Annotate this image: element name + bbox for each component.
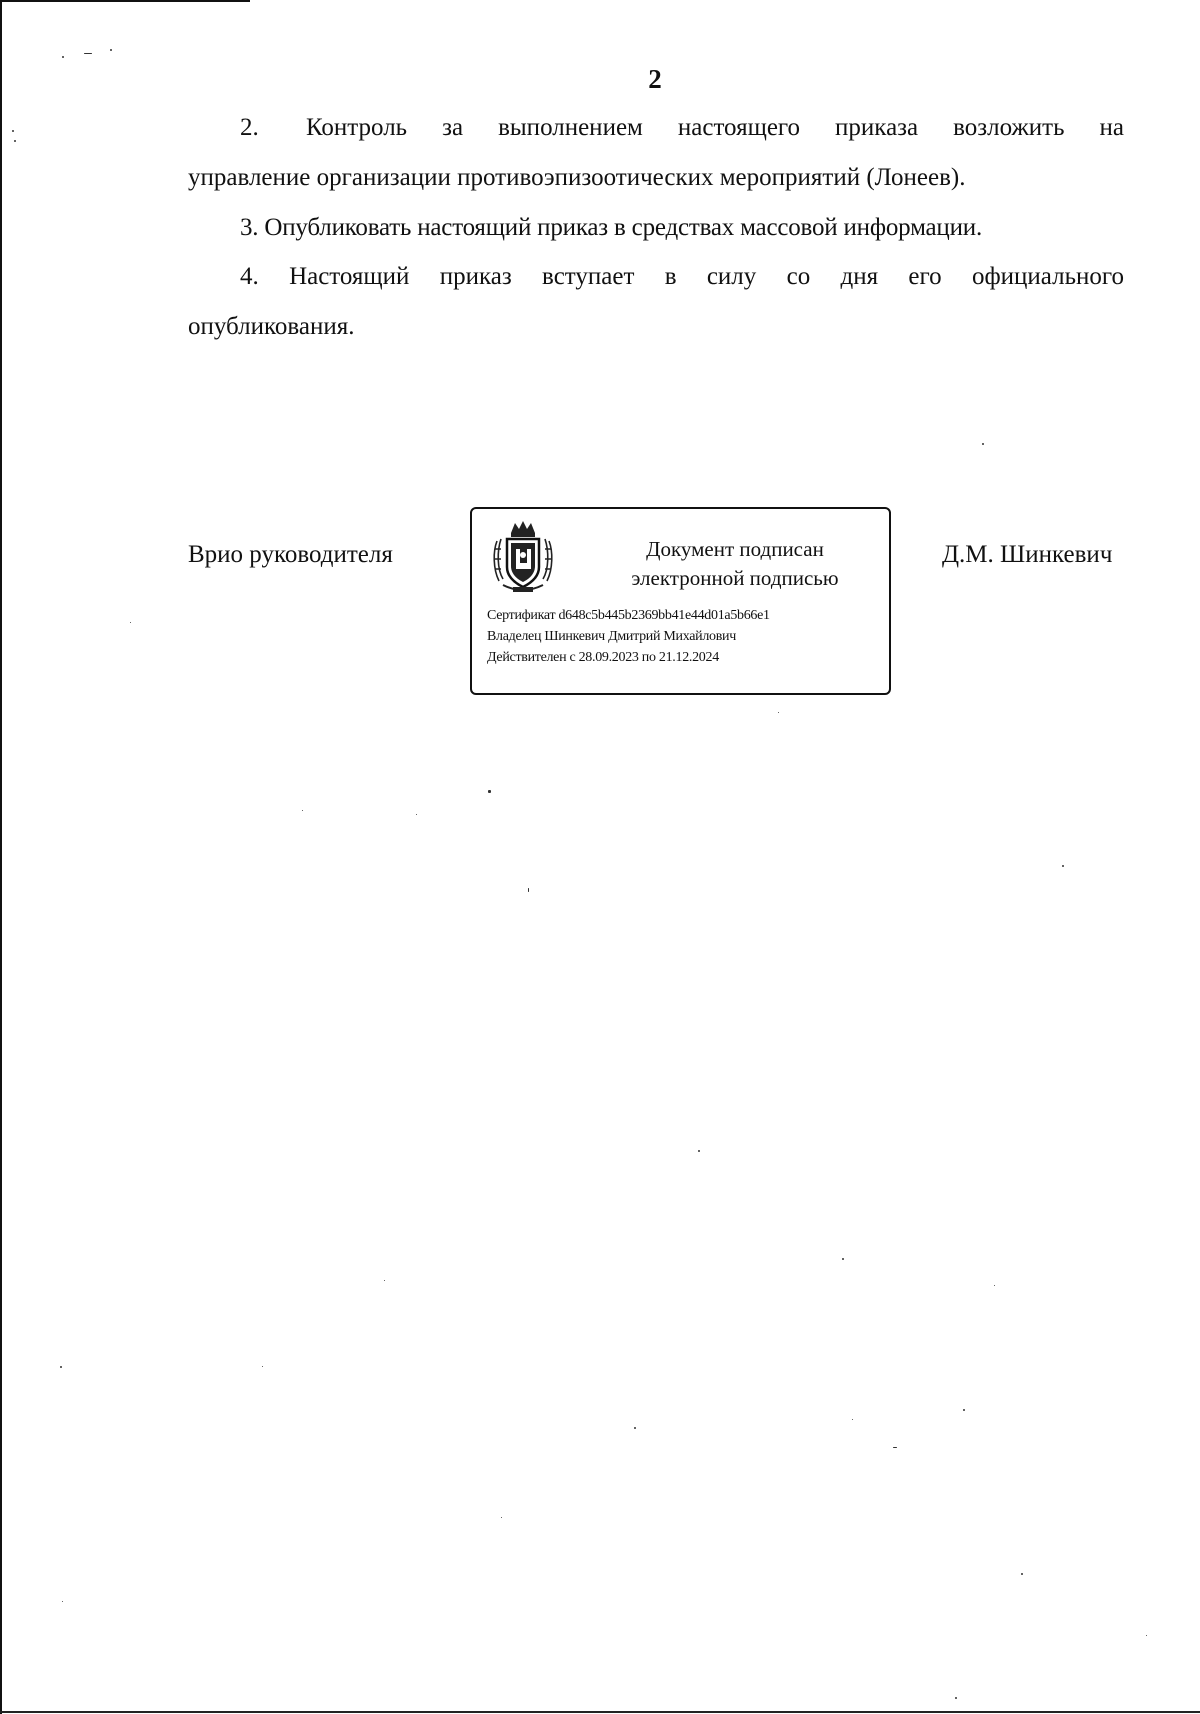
scan-speck: [634, 1427, 636, 1429]
scan-speck: [416, 814, 417, 815]
stamp-certificate: Сертификат d648c5b445b2369bb41e44d01a5b66e1: [487, 608, 770, 623]
scan-speck: [982, 443, 984, 445]
stamp-owner: Владелец Шинкевич Дмитрий Михайлович: [487, 629, 736, 644]
scan-speck: [62, 56, 64, 58]
signer-name: Д.М. Шинкевич: [942, 541, 1113, 568]
scan-speck: [1021, 1573, 1023, 1575]
stamp-validity: Действителен с 28.09.2023 по 21.12.2024: [487, 650, 719, 665]
scan-edge-top: [0, 0, 250, 2]
scan-speck: [501, 1517, 502, 1518]
scan-speck: [955, 1697, 957, 1699]
coat-of-arms-icon: [489, 519, 557, 595]
scan-speck: [60, 1366, 62, 1368]
scan-speck: [110, 49, 112, 51]
stamp-heading: [590, 535, 880, 593]
paragraph-2-number: 2.: [240, 114, 259, 141]
paragraph-4-line-1: 4. Настоящий приказ вступает в силу со дня его официального: [240, 263, 1124, 290]
scan-speck: [384, 1280, 385, 1281]
stamp-details: [487, 605, 887, 668]
scan-speck: [488, 790, 491, 793]
scan-speck: [130, 622, 131, 623]
scan-speck: [12, 130, 14, 132]
scan-speck: [14, 140, 16, 142]
scan-speck: [698, 1150, 700, 1152]
scan-speck: [778, 712, 779, 713]
scan-speck: [262, 1366, 263, 1367]
stamp-heading-line-2: электронной подписью: [631, 566, 839, 590]
e-signature-stamp: [470, 507, 891, 695]
paragraph-2-line-2: управление организации противоэпизоотических мероприятий (Лонеев).: [188, 164, 966, 191]
scan-speck: [528, 888, 529, 892]
scan-speck: [1146, 1635, 1147, 1636]
scan-edge-bottom: [0, 1711, 1200, 1713]
signer-position-title: Врио руководителя: [188, 541, 393, 568]
scan-speck: [893, 1447, 897, 1448]
paragraph-4-line-2: опубликования.: [188, 313, 355, 340]
scan-speck: [62, 1601, 63, 1602]
stamp-heading-line-1: Документ подписан: [646, 537, 824, 561]
scan-speck: [852, 1419, 853, 1420]
scan-speck: [842, 1258, 844, 1260]
scan-speck: [302, 810, 303, 811]
scan-speck: [994, 1285, 995, 1286]
page-number: 2: [648, 64, 662, 94]
scan-speck: [963, 1409, 965, 1411]
scan-speck: [1062, 865, 1064, 867]
scan-speck: [84, 53, 92, 54]
scan-edge-left: [0, 0, 2, 1714]
paragraph-3: 3. Опубликовать настоящий приказ в средствах массовой информации.: [240, 214, 983, 241]
paragraph-2-line-1: Контроль за выполнением настоящего приказа возложить на: [306, 114, 1124, 141]
